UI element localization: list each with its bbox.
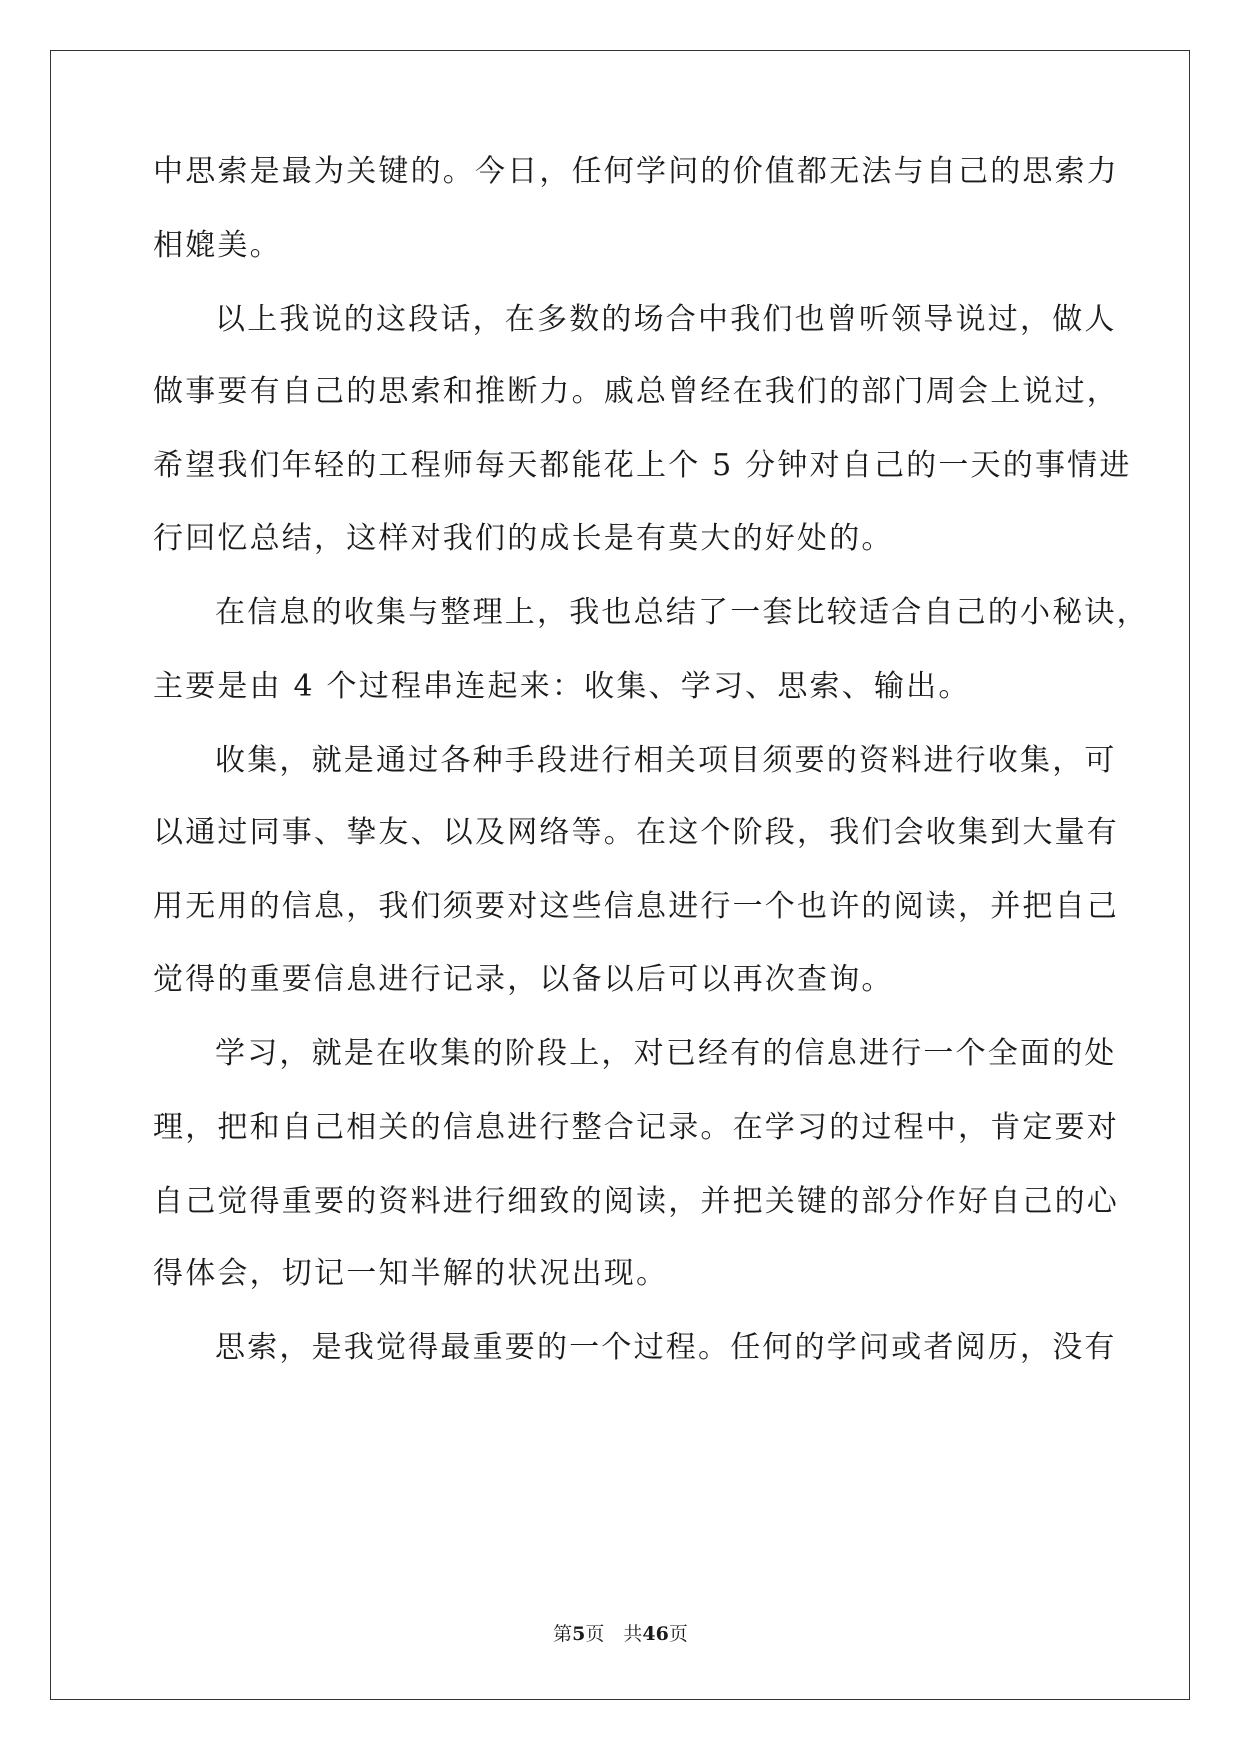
paragraph-start-line: 在信息的收集与整理上，我也总结了一套比较适合自己的小秘诀，	[215, 595, 1149, 630]
text-line: 觉得的重要信息进行记录，以备以后可以再次查询。	[153, 962, 894, 997]
text-line: 以通过同事、挚友、以及网络等。在这个阶段，我们会收集到大量有	[153, 815, 1119, 850]
text-line: 相媲美。	[153, 228, 282, 263]
text-line: 理，把和自己相关的信息进行整合记录。在学习的过程中，肯定要对	[153, 1110, 1119, 1145]
total-page-count: 46	[642, 1623, 669, 1645]
current-page-number: 5	[572, 1623, 586, 1645]
footer-prefix: 第	[553, 1623, 573, 1645]
text-line: 希望我们年轻的工程师每天都能花上个 5 分钟对自己的一天的事情进	[153, 448, 1132, 483]
footer-suffix: 页	[668, 1623, 688, 1645]
text-line: 行回忆总结，这样对我们的成长是有莫大的好处的。	[153, 521, 894, 556]
paragraph-start-line: 以上我说的这段话，在多数的场合中我们也曾听领导说过，做人	[215, 302, 1117, 337]
text-line: 主要是由 4 个过程串连起来：收集、学习、思索、输出。	[153, 669, 971, 704]
text-line: 做事要有自己的思索和推断力。戚总曾经在我们的部门周会上说过，	[153, 374, 1119, 409]
text-line: 中思索是最为关键的。今日，任何学问的价值都无法与自己的思索力	[153, 154, 1119, 189]
text-line: 自己觉得重要的资料进行细致的阅读，并把关键的部分作好自己的心	[153, 1184, 1119, 1219]
text-line: 得体会，切记一知半解的状况出现。	[153, 1256, 669, 1291]
paragraph-start-line: 思索，是我觉得最重要的一个过程。任何的学问或者阅历，没有	[215, 1330, 1117, 1365]
page-footer	[0, 1622, 1241, 1646]
paragraph-start-line: 学习，就是在收集的阶段上，对已经有的信息进行一个全面的处	[215, 1036, 1117, 1071]
footer-mid: 页 共	[585, 1623, 643, 1645]
text-line: 用无用的信息，我们须要对这些信息进行一个也许的阅读，并把自己	[153, 889, 1119, 924]
paragraph-start-line: 收集，就是通过各种手段进行相关项目须要的资料进行收集，可	[215, 743, 1117, 778]
page-border	[50, 50, 1190, 1700]
